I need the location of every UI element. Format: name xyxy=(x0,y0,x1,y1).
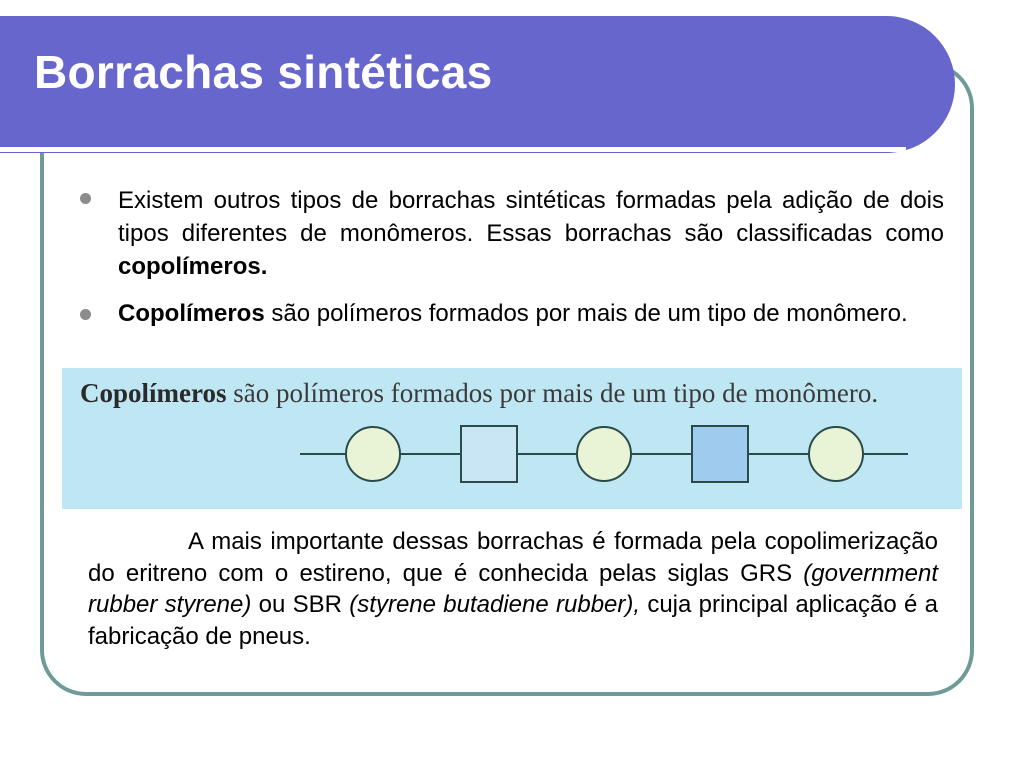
bullet-text-bold: copolímeros. xyxy=(118,253,268,280)
figure-caption-bold: Copolímeros xyxy=(80,378,227,408)
paragraph-text-3: cuja principal aplicação é a fabricação de pneus. xyxy=(88,591,939,650)
main-paragraph xyxy=(88,526,938,652)
bullet-text-plain: são polímeros formados por mais de um tipo de monômero. xyxy=(264,300,908,327)
bullet-text-plain: Existem outros tipos de borrachas sintéticas formadas pela adição de dois tipos diferentes de monômeros. Essas borrachas são classificadas como xyxy=(118,187,944,247)
paragraph-italic-1: (government rubber styrene) xyxy=(88,559,938,618)
monomer-circle xyxy=(809,427,863,481)
copolymer-chain-diagram xyxy=(62,368,962,509)
copolymer-figure xyxy=(62,368,962,509)
bullet-text xyxy=(118,184,944,283)
monomer-square xyxy=(461,426,517,482)
paragraph-text-1: A mais importante dessas borrachas é formada pela copolimerização do eritreno com o estireno, que é conhecida pelas siglas GRS xyxy=(88,528,938,587)
bullet-text-bold: Copolímeros xyxy=(118,300,265,327)
bullet-dot-icon xyxy=(80,309,91,320)
paragraph-italic-2: (styrene butadiene rubber), xyxy=(349,591,641,618)
bullet-dot-icon xyxy=(80,193,91,204)
paragraph-text-2: ou SBR xyxy=(251,591,350,618)
monomer-square xyxy=(692,426,748,482)
monomer-circle xyxy=(577,427,631,481)
monomer-circle xyxy=(346,427,400,481)
slide-title: Borrachas sintéticas xyxy=(34,46,493,98)
title-underline xyxy=(0,147,906,152)
figure-caption-text: são polímeros formados por mais de um tipo de monômero. xyxy=(226,378,879,408)
bullet-text xyxy=(118,300,944,328)
